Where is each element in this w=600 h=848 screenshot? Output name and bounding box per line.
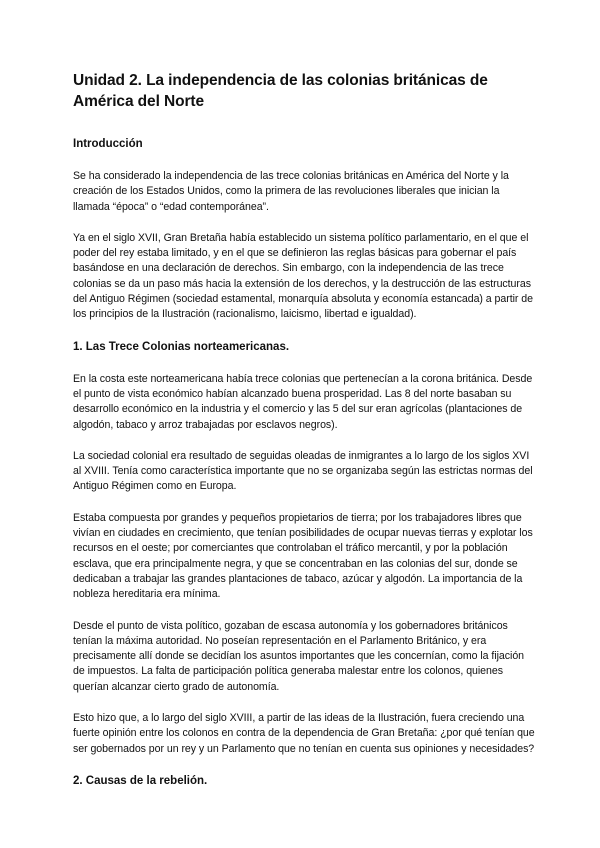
section-heading-causas: 2. Causas de la rebelión. (73, 774, 208, 787)
paragraph-intro-1: Se ha considerado la independencia de las trece colonias británicas en América del Norte y la creación de los Estados Unidos, como la primera de las revoluciones liberales que inician la llamada “época” o “edad contemporánea”. (73, 170, 509, 213)
paragraph-colonias-1: En la costa este norteamericana había trece colonias que pertenecían a la corona británica. Desde el punto de vista económico habían alcanzado buena prosperidad. Las 8 del norte basaban su desarrollo económico en la industria y el comercio y las 5 del sur eran agrícolas (plantaciones de algodón, tabaco y arroz trabajadas por esclavos negros). (73, 372, 533, 431)
paragraph-colonias-5: Esto hizo que, a lo largo del siglo XVIII, a partir de las ideas de la Ilustración, fuera creciendo una fuerte opinión entre los colonos en contra de la dependencia de Gran Bretaña: ¿por qué tenían que ser gobernados por un rey y un Parlamento que no tenían en cuenta sus opiniones y necesidades? (73, 712, 535, 755)
paragraph-colonias-2: La sociedad colonial era resultado de seguidas oleadas de inmigrantes a lo largo de los siglos XVI al XVIII. Tenía como característica importante que no se organizaba según las estrictas normas del Antiguo Régimen como en Europa. (73, 449, 533, 493)
paragraph-colonias-4: Desde el punto de vista político, gozaban de escasa autonomía y los gobernadores británicos tenían la máxima autoridad. No poseían representación en el Parlamento Británico, y era precisamente allí donde se decidían los asuntos importantes que les concernían, como la fijación de impuestos. La falta de participación política generaba malestar entre los colonos, quienes querían alcanzar cierto grado de autonomía. (73, 619, 524, 693)
document-page (73, 70, 535, 806)
section-heading-trece-colonias: 1. Las Trece Colonias norteamericanas. (73, 340, 290, 353)
paragraph-intro-2: Ya en el siglo XVII, Gran Bretaña había establecido un sistema político parlamentario, en el que el poder del rey estaba limitado, y en el que se definieron las reglas básicas para gobernar el país basándose en una declaración de derechos. Sin embargo, con la independencia de las trece colonias se da un paso más hacia la extensión de los derechos, y la destrucción de las estructuras del Antiguo Régimen (sociedad estamental, monarquía absoluta y economía estancada) a partir de los principios de la Ilustración (racionalismo, laicismo, libertad e igualdad). (73, 231, 533, 321)
section-heading-introduccion: Introducción (73, 138, 143, 150)
paragraph-colonias-3: Estaba compuesta por grandes y pequeños propietarios de tierra; por los trabajadores libres que vivían en ciudades en crecimiento, que tenían posibilidades de ocupar nuevas tierras y explotar los recursos en el oeste; por comerciantes que controlaban el tráfico mercantil, y por la población esclava, que era principalmente negra, y que se concentraban en las colonias del sur, donde se dedicaban a trabajar las grandes plantaciones de tabaco, azúcar y algodón. La importancia de la nobleza hereditaria era mínima. (73, 511, 533, 601)
document-title: Unidad 2. La independencia de las colonias británicas de América del Norte (73, 72, 488, 110)
